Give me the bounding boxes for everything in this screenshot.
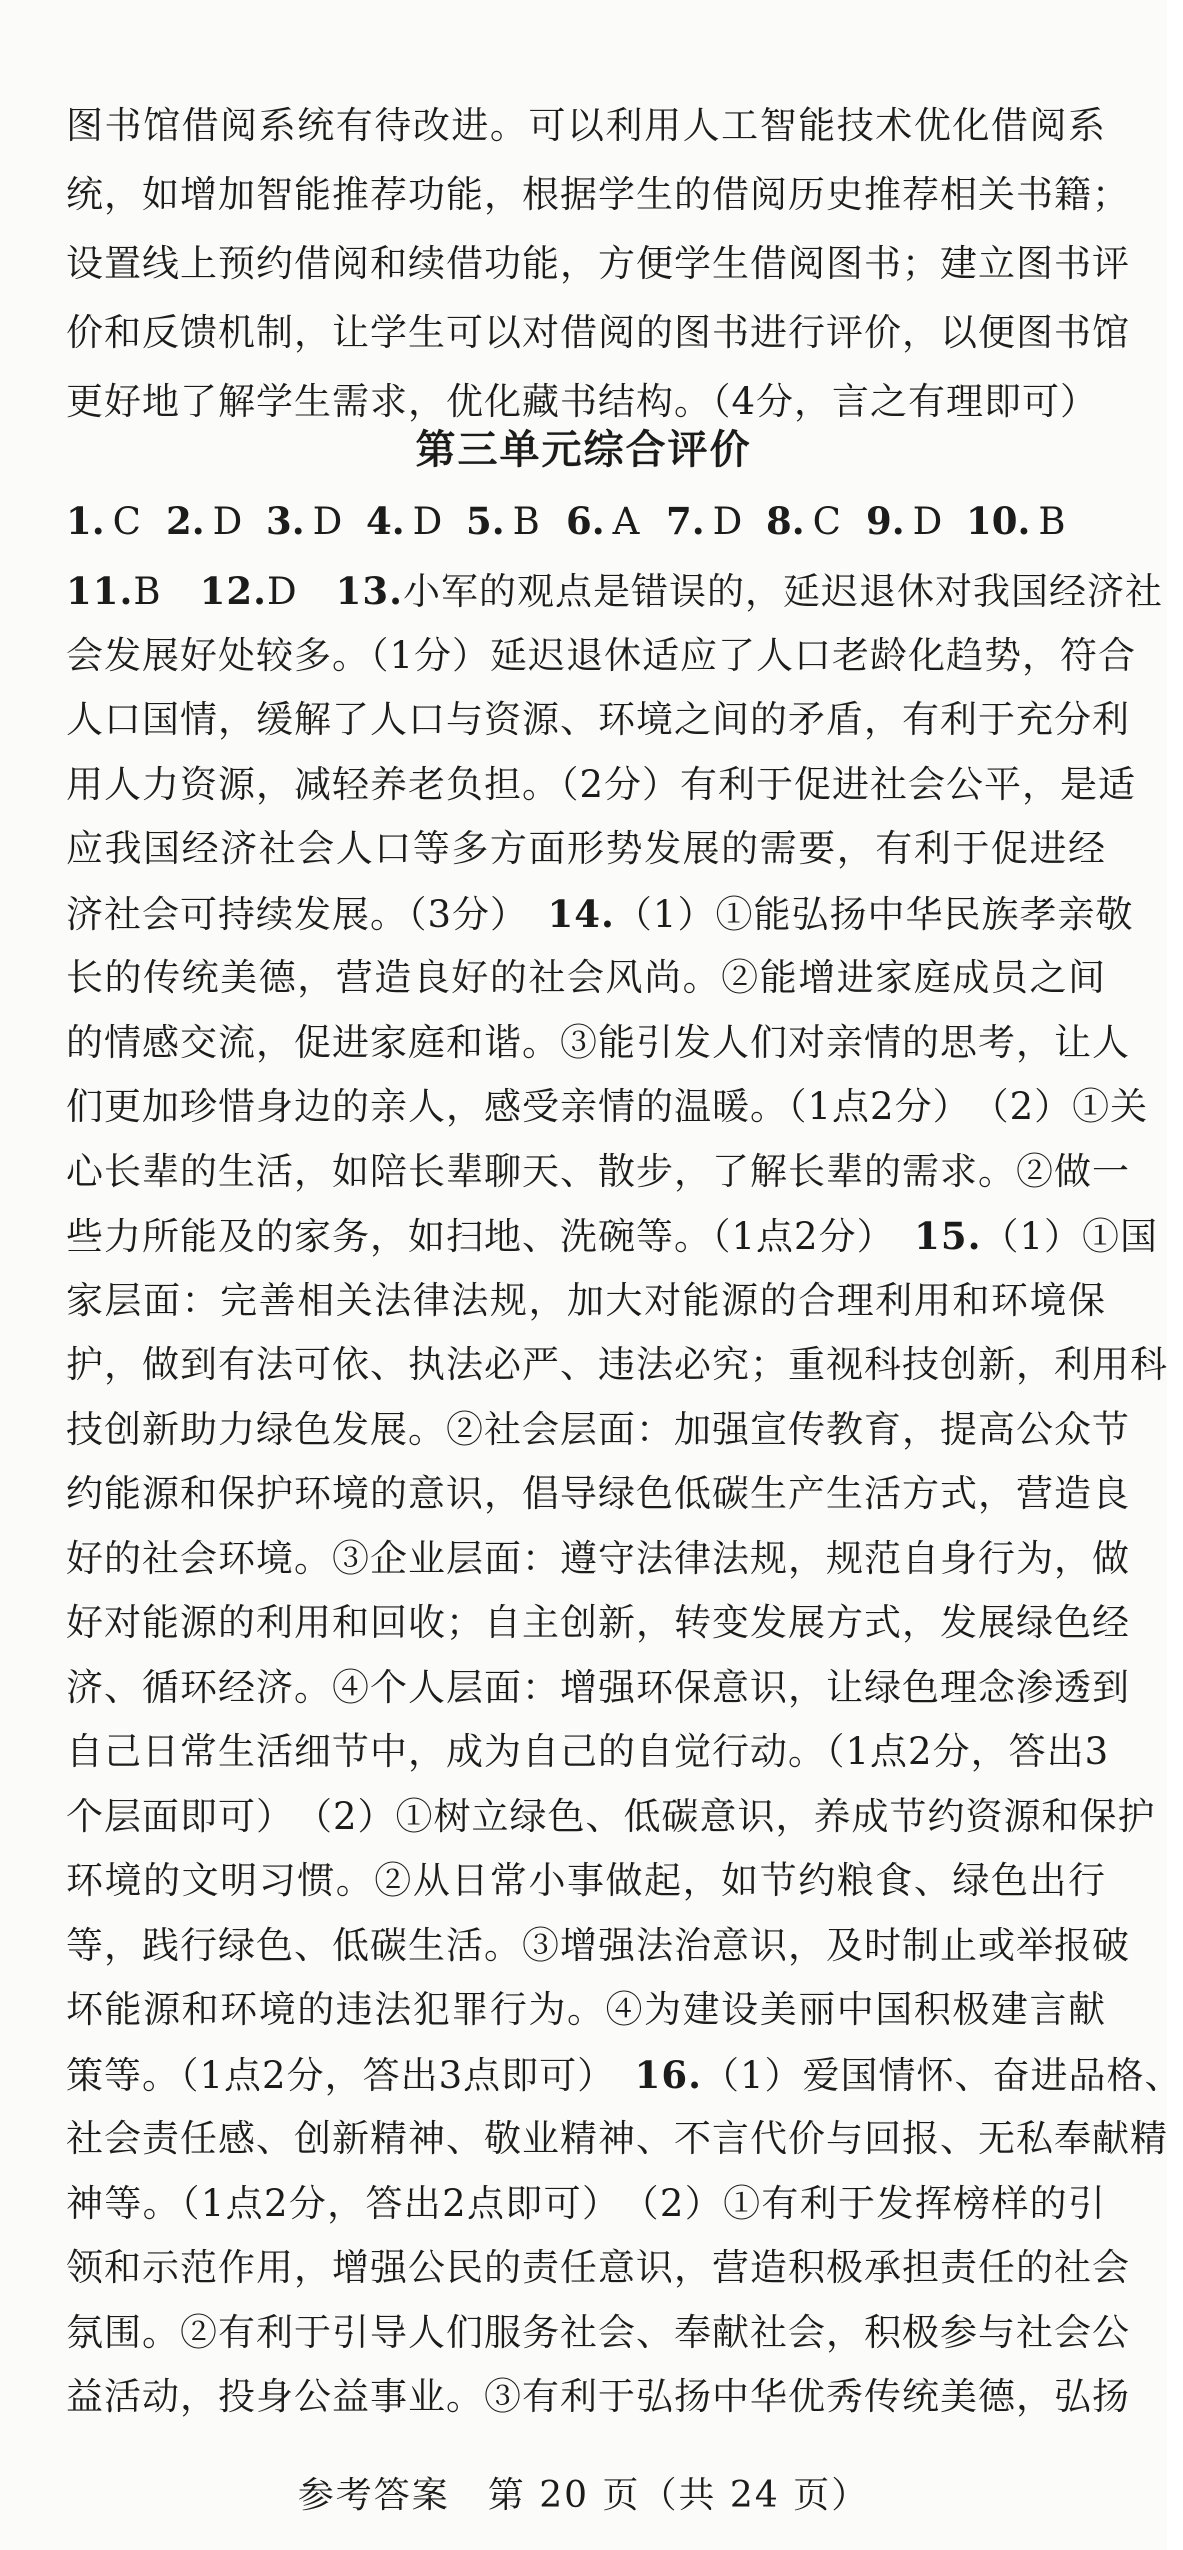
mc-answer (766, 490, 841, 553)
mc-answer (566, 490, 639, 553)
question-number: 13. (335, 569, 403, 613)
answer-text: 氛围。②有利于引导人们服务社会、奉献社会，积极参与社会公 (66, 2311, 1130, 2354)
question-number: 6. (566, 499, 605, 543)
text-line (66, 1979, 1106, 2041)
answer-text: 约能源和保护环境的意识，倡导绿色低碳生产生活方式，营造良 (66, 1472, 1130, 1515)
text-line: 图书馆借阅系统有待改进。可以利用人工智能技术优化借阅系 (66, 104, 1106, 147)
question-number: 15. (914, 1214, 982, 1258)
section-title: 第三单元综合评价 (415, 426, 752, 473)
text-line (66, 883, 1134, 945)
text-line (66, 1399, 1130, 1461)
mc-answer (466, 490, 540, 553)
answer-letter: C (112, 500, 141, 543)
text-line (66, 560, 1163, 622)
text-line (66, 1141, 1130, 1203)
answer-text: 等，践行绿色、低碳生活。③增强法治意识，及时制止或举报破 (66, 1924, 1130, 1967)
answer-text: 会发展好处较多。（1分）延迟退休适应了人口老龄化趋势，符合 (66, 634, 1137, 677)
text-line: 统，如增加智能推荐功能，根据学生的借阅历史推荐相关书籍； (66, 173, 1130, 216)
text-line: 价和反馈机制，让学生可以对借阅的图书进行评价，以便图书馆 (66, 311, 1130, 354)
text-line (66, 1076, 1149, 1138)
answer-text: （1）爱国情怀、奋进品格、 (702, 2054, 1183, 2097)
answer-text: 护，做到有法可依、执法必严、违法必究；重视科技创新，利用科 (66, 1343, 1168, 1386)
question-number: 8. (766, 499, 805, 543)
text-line (66, 2302, 1130, 2364)
answer-text: 好对能源的利用和回收；自主创新，转变发展方式，发展绿色经 (66, 1601, 1130, 1644)
text-line (66, 2044, 1183, 2106)
question-number: 2. (166, 499, 205, 543)
answer-text: 济、循环经济。④个人层面：增强环保意识，让绿色理念渗透到 (66, 1666, 1130, 1709)
answer-text: 的情感交流，促进家庭和谐。③能引发人们对亲情的思考，让人 (66, 1021, 1130, 1064)
answer-letter: B (512, 500, 540, 543)
text-line: 更好地了解学生需求，优化藏书结构。（4分，言之有理即可） (66, 380, 1099, 423)
text-line (66, 2366, 1130, 2428)
answer-letter: D (712, 500, 743, 543)
question-number: 10. (966, 499, 1031, 543)
question-number: 4. (366, 499, 405, 543)
answer-letter: D (412, 500, 443, 543)
answer-text: 小军的观点是错误的，延迟退休对我国经济社 (403, 570, 1163, 613)
text-line (66, 1528, 1130, 1590)
text-line (66, 1463, 1130, 1525)
mc-answer (266, 490, 342, 553)
mc-answer (966, 490, 1066, 553)
answer-letter: A (612, 500, 640, 543)
question-number: 5. (466, 499, 505, 543)
answer-text: 家层面：完善相关法律法规，加大对能源的合理利用和环境保 (66, 1279, 1106, 1322)
mc-answer (66, 490, 141, 553)
answer-text: 自己日常生活细节中，成为自己的自觉行动。（1点2分，答出3 (66, 1730, 1110, 1773)
answer-text: D (266, 570, 336, 613)
text-line (66, 1592, 1130, 1654)
text-line (66, 1850, 1106, 1912)
text-line (66, 1270, 1106, 1332)
text-line (66, 1786, 1156, 1848)
text-line (66, 689, 1130, 751)
answer-text: 好的社会环境。③企业层面：遵守法律法规，规范自身行为，做 (66, 1537, 1130, 1580)
answer-text: 济社会可持续发展。（3分） (66, 893, 548, 936)
answer-text: （1）①国 (981, 1215, 1159, 1258)
question-number: 14. (547, 892, 615, 936)
answer-text: 环境的文明习惯。②从日常小事做起，如节约粮食、绿色出行 (66, 1859, 1106, 1902)
text-line (66, 2237, 1130, 2299)
mc-answer (866, 490, 942, 553)
answer-letter: D (212, 500, 243, 543)
answer-text: 长的传统美德，营造良好的社会风尚。②能增进家庭成员之间 (66, 956, 1106, 999)
answer-text: 们更加珍惜身边的亲人，感受亲情的温暖。（1点2分） （2）①关 (66, 1085, 1149, 1128)
text-line (66, 1334, 1168, 1396)
mc-answer (366, 490, 442, 553)
text-line (66, 1205, 1159, 1267)
answer-text: 神等。（1点2分，答出2点即可） （2）①有利于发挥榜样的引 (66, 2182, 1106, 2225)
text-line (66, 754, 1137, 816)
answer-text: 领和示范作用，增强公民的责任意识，营造积极承担责任的社会 (66, 2246, 1130, 2289)
text-line (66, 1915, 1130, 1977)
text-line (66, 2108, 1168, 2170)
answer-text: 社会责任感、创新精神、敬业精神、不言代价与回报、无私奉献精 (66, 2117, 1168, 2160)
answer-letter: C (812, 500, 841, 543)
answer-text: 策等。（1点2分，答出3点即可） (66, 2054, 635, 2097)
answer-text: B (133, 570, 200, 613)
mc-answer (666, 490, 742, 553)
text-line (66, 947, 1106, 1009)
text-line (66, 1721, 1110, 1783)
answer-text: 益活动，投身公益事业。③有利于弘扬中华优秀传统美德，弘扬 (66, 2375, 1130, 2418)
answer-text: 人口国情，缓解了人口与资源、环境之间的矛盾，有利于充分利 (66, 698, 1130, 741)
answer-text: 些力所能及的家务，如扫地、洗碗等。（1点2分） (66, 1215, 915, 1258)
text-line (66, 625, 1137, 687)
text-line (66, 1012, 1130, 1074)
answer-text: 心长辈的生活，如陪长辈聊天、散步，了解长辈的需求。②做一 (66, 1150, 1130, 1193)
answer-text: 用人力资源，减轻养老负担。（2分）有利于促进社会公平，是适 (66, 763, 1137, 806)
page-footer: 参考答案 第 20 页（共 24 页） (297, 2475, 870, 2516)
question-number: 7. (666, 499, 705, 543)
text-line (66, 2173, 1106, 2235)
question-number: 16. (634, 2053, 702, 2097)
text-line: 设置线上预约借阅和续借功能，方便学生借阅图书；建立图书评 (66, 242, 1130, 285)
answer-text: （1）①能弘扬中华民族孝亲敬 (614, 893, 1134, 936)
question-number: 1. (66, 499, 105, 543)
answer-text: 坏能源和环境的违法犯罪行为。④为建设美丽中国积极建言献 (66, 1988, 1106, 2031)
question-number: 11. (66, 569, 134, 613)
answer-letter: D (312, 500, 343, 543)
answer-letter: D (912, 500, 943, 543)
answer-text: 应我国经济社会人口等多方面形势发展的需要，有利于促进经 (66, 827, 1106, 870)
text-line (66, 818, 1106, 880)
answer-letter: B (1038, 500, 1066, 543)
text-line (66, 1657, 1130, 1719)
mc-answer (166, 490, 242, 553)
answer-text: 技创新助力绿色发展。②社会层面：加强宣传教育，提高公众节 (66, 1408, 1130, 1451)
question-number: 3. (266, 499, 305, 543)
answer-text: 个层面即可） （2）①树立绿色、低碳意识，养成节约资源和保护 (66, 1795, 1156, 1838)
question-number: 12. (199, 569, 267, 613)
question-number: 9. (866, 499, 905, 543)
